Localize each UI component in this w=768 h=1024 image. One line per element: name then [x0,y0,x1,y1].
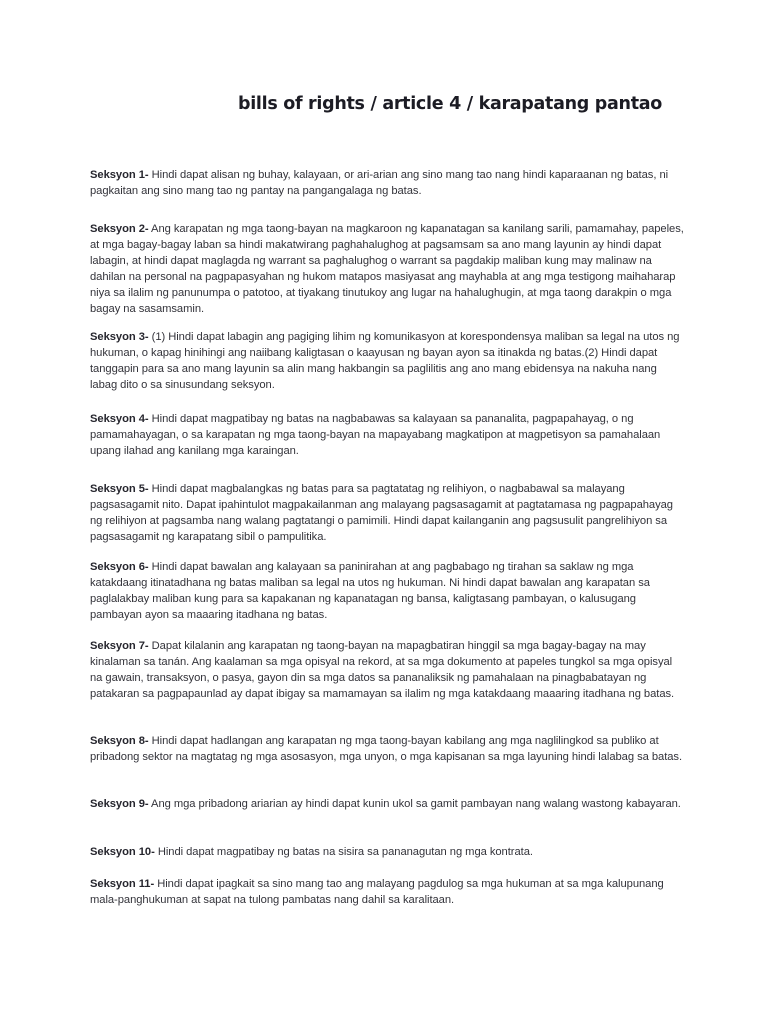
section-5 [90,481,684,545]
section-label: Seksyon 11- [90,878,155,890]
section-text: Hindi dapat magpatibay ng batas na nagbabawas sa kalayaan sa pananalita, pagpapahayag, o ng pamamahayagan, o sa karapatan ng mga taong-bayan na mapayabang magkatipon at magpetisyon sa pamahalaan upang ilahad ang kanilang mga karaingan. [90,413,661,457]
section-text: Hindi dapat hadlangan ang karapatan ng mga taong-bayan kabilang ang mga naglilingkod sa publiko at pribadong sektor na magtatag ng mga asosasyon, mga unyon, o mga kapisanan sa mga layuning hindi lalabag sa batas. [90,735,683,763]
section-text: Hindi dapat magpatibay ng batas na sisira sa pananagutan ng mga kontrata. [157,846,533,858]
section-8 [90,733,684,765]
section-label: Seksyon 5- [90,483,149,495]
section-label: Seksyon 9- [90,798,149,810]
document-title: bills of rights / article 4 / karapatang pantao [238,94,662,114]
section-text: Hindi dapat ipagkait sa sino mang tao ang malayang pagdulog sa mga hukuman at sa mga kalupunang mala-panghukuman at sapat na tulong pambatas nang dahil sa karalitaan. [90,878,664,906]
section-label: Seksyon 8- [90,735,149,747]
section-7 [90,638,684,702]
section-text: Hindi dapat bawalan ang kalayaan sa paninirahan at ang pagbabago ng tirahan sa saklaw ng mga katakdaang itinatadhana ng batas maliban sa legal na utos ng hukuman. Ni hindi dapat bawalan ang karapatan sa paglalakbay maliban kung para sa kapakanan ng kapanatagan ng bansa, kaligtasang pambayan, o kalusugang pambayan ayon sa maaaring itadhana ng batas. [90,561,650,621]
section-4 [90,411,684,459]
section-label: Seksyon 7- [90,640,149,652]
section-label: Seksyon 10- [90,846,155,858]
section-text: Hindi dapat alisan ng buhay, kalayaan, or ari-arian ang sino mang tao nang hindi kaparaanan ng batas, ni pagkaitan ang sino mang tao ng pantay na pangangalaga ng batas. [90,169,669,197]
section-6 [90,559,684,623]
section-text: (1) Hindi dapat labagin ang pagiging lihim ng komunikasyon at korespondensya maliban sa legal na utos ng hukuman, o kapag hinihingi ang naiibang kaligtasan o kaayusan ng bayan ayon sa itinakda ng batas.(2) Hindi dapat tanggapin para sa ano mang layunin sa alin mang hakbangin sa paglilitis ang ano mang ebidensya na nakuha nang labag dito o sa sinusundang seksyon. [90,331,680,391]
section-label: Seksyon 3- [90,331,149,343]
section-label: Seksyon 1- [90,169,149,181]
section-label: Seksyon 2- [90,223,149,235]
section-text: Ang karapatan ng mga taong-bayan na magkaroon ng kapanatagan sa kanilang sarili, pamamahay, papeles, at mga bagay-bagay laban sa hindi makatwirang paghahalughog at pagsamsam sa ano mang layunin ay hindi dapat labagin, at hindi dapat maglagda ng warrant sa paghalughog o warrant sa pagdakip maliban kung may malinaw na dahilan na personal na pagpapasyahan ng hukom matapos masiyasat ang mayhabla at ang mga testigong maihaharap niya sa ilalim ng panunumpa o patotoo, at tiyakang tinutukoy ang lugar na hahalughugin, at mga taong darakpin o mga bagay na sasamsamin. [90,223,684,315]
section-text: Hindi dapat magbalangkas ng batas para sa pagtatatag ng relihiyon, o nagbabawal sa malayang pagsasagamit nito. Dapat ipahintulot magpakailanman ang malayang pagsasagamit at pagtatamasa ng pagpapahayag ng relihiyon at pagsamba nang walang pagtatangi o pamimili. Hindi dapat kailanganin ang pagsusulit pangrelihiyon sa pagsasagamit ng karapatang sibil o pampulitika. [90,483,673,543]
section-9 [90,796,684,812]
section-11 [90,876,684,908]
section-3 [90,329,684,393]
section-text: Ang mga pribadong ariarian ay hindi dapat kunin ukol sa gamit pambayan nang walang wastong kabayaran. [151,798,681,810]
section-1 [90,167,684,199]
section-2 [90,221,684,317]
section-label: Seksyon 4- [90,413,149,425]
section-text: Dapat kilalanin ang karapatan ng taong-bayan na mapagbatiran hinggil sa mga bagay-bagay na may kinalaman sa tanán. Ang kaalaman sa mga opisyal na rekord, at sa mga dokumento at papeles tungkol sa mga opisyal na gawain, transaksyon, o pasya, gayon din sa mga datos sa pananaliksik ng pamahalaan na pinagbabatayan ng patakaran sa pagpapaunlad ay dapat ibigay sa mamamayan sa ilalim ng mga katakdaang maaaring itadhana ng batas. [90,640,675,700]
section-label: Seksyon 6- [90,561,149,573]
section-10 [90,844,684,860]
